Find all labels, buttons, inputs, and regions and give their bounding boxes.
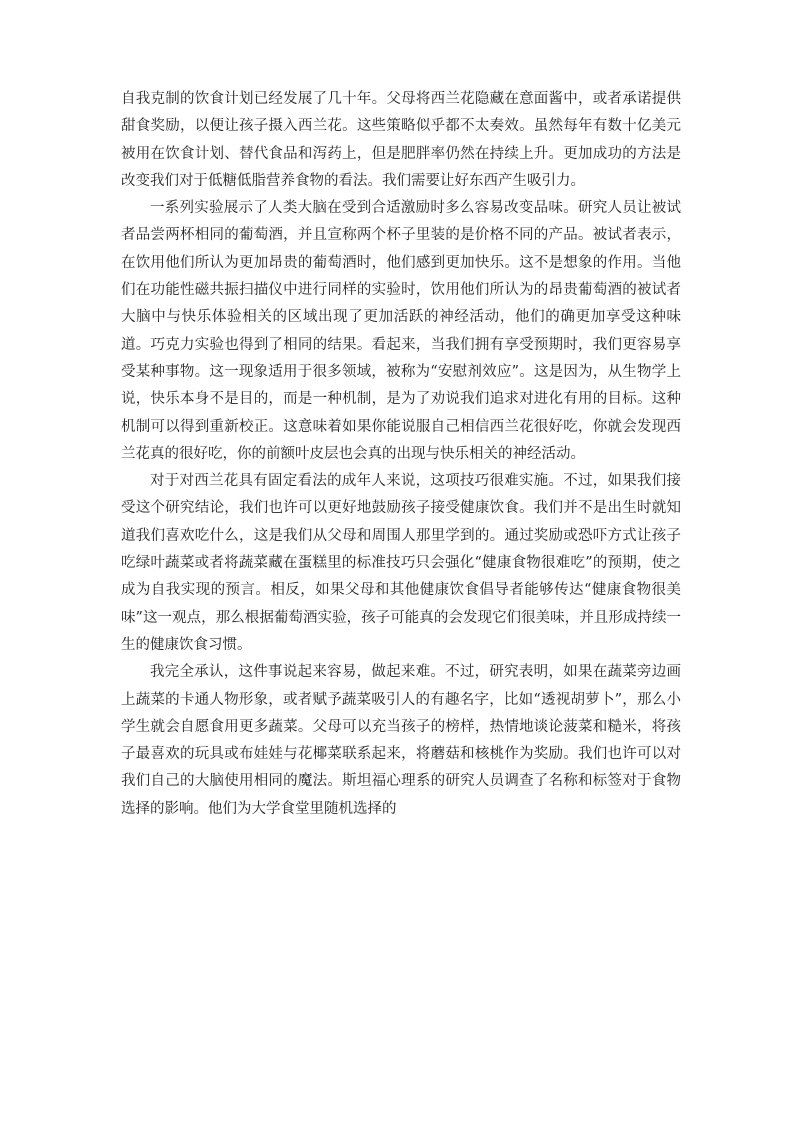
paragraph-1: 自我克制的饮食计划已经发展了几十年。父母将西兰花隐藏在意面酱中，或者承诺提供甜食奖励，以便让孩子摄入西兰花。这些策略似乎都不太奏效。虽然每年有数十亿美元被用在饮食计划、替代食品和泻药上，但是肥胖率仍然在持续上升。更加成功的方法是改变我们对于低糖低脂营养食物的看法。我们需要让好东西产生吸引力。 (121, 91, 681, 189)
paragraph-2: 一系列实验展示了人类大脑在受到合适激励时多么容易改变品味。研究人员让被试者品尝两杯相同的葡萄酒，并且宣称两个杯子里装的是价格不同的产品。被试者表示，在饮用他们所认为更加昂贵的葡萄酒时，他们感到更加快乐。这不是想象的作用。当他们在功能性磁共振扫描仪中进行同样的实验时，饮用他们所认为的昂贵葡萄酒的被试者大脑中与快乐体验相关的区域出现了更加活跃的神经活动，他们的确更加享受这种味道。巧克力实验也得到了相同的结果。看起来，当我们拥有享受预期时，我们更容易享受某种事物。这一现象适用于很多领域，被称为“安慰剂效应”。这是因为，从生物学上说，快乐本身不是目的，而是一种机制，是为了劝说我们追求对进化有用的目标。这种机制可以得到重新校正。这意味着如果你能说服自己相信西兰花很好吃，你就会发现西兰花真的很好吃，你的前额叶皮层也会真的出现与快乐相关的神经活动。 (121, 200, 681, 462)
paragraph-4: 我完全承认，这件事说起来容易，做起来难。不过，研究表明，如果在蔬菜旁边画上蔬菜的卡通人物形象，或者赋予蔬菜吸引人的有趣名字，比如“透视胡萝卜”，那么小学生就会自愿食用更多蔬菜。父母可以充当孩子的榜样，热情地谈论菠菜和糙米，将孩子最喜欢的玩具或布娃娃与花椰菜联系起来，将蘑菇和核桃作为奖励。我们也许可以对我们自己的大脑使用相同的魔法。斯坦福心理系的研究人员调查了名称和标签对于食物选择的影响。他们为大学食堂里随机选择的 (121, 664, 681, 817)
article-body (121, 86, 681, 823)
paragraph-3: 对于对西兰花具有固定看法的成年人来说，这项技巧很难实施。不过，如果我们接受这个研究结论，我们也许可以更好地鼓励孩子接受健康饮食。我们并不是出生时就知道我们喜欢吃什么，这是我们从父母和周围人那里学到的。通过奖励或恐吓方式让孩子吃绿叶蔬菜或者将蔬菜藏在蛋糕里的标准技巧只会强化“健康食物很难吃”的预期，使之成为自我实现的预言。相反，如果父母和其他健康饮食倡导者能够传达“健康食物很美味”这一观点，那么根据葡萄酒实验，孩子可能真的会发现它们很美味，并且形成持续一生的健康饮食习惯。 (121, 473, 681, 653)
